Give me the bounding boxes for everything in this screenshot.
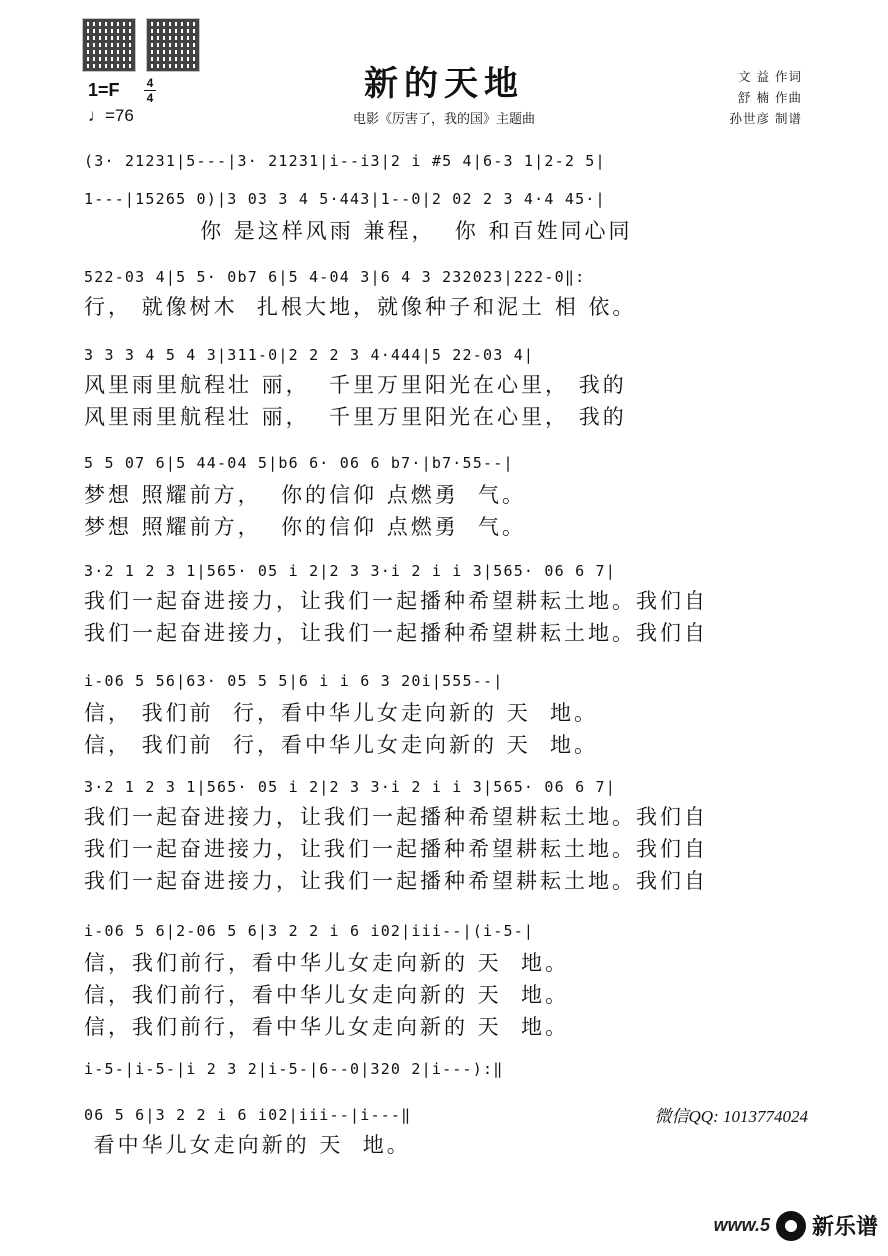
lyric-row-9-1: 信，我们前行，看中华儿女走向新的 天 地。 [84,951,570,975]
notation-row-7: i-06 5 56|63· 05 5 5|6 i i 6 3 20i|555--| [84,672,504,690]
song-title: 新的天地 [364,64,524,104]
notation-row-1: (3· 21231|5---|3· 21231|i--i3|2 i #5 4|6-3 1|2-2 5| [84,152,606,170]
lyric-row-5-2: 梦想 照耀前方， 你的信仰 点燃勇 气。 [84,515,527,539]
lyric-row-5-1: 梦想 照耀前方， 你的信仰 点燃勇 气。 [84,483,527,507]
time-signature-top: 4 [146,76,154,90]
lyric-row-4-1: 风里雨里航程壮 丽， 千里万里阳光在心里， 我的 [84,373,627,397]
contact-note: 微信QQ: 1013774024 [654,1107,808,1126]
song-subtitle: 电影《厉害了，我的国》主题曲 [352,112,535,127]
lyric-row-7-1: 信， 我们前 行，看中华儿女走向新的 天 地。 [84,701,599,725]
watermark-url: www.5 [713,1215,770,1235]
site-watermark [714,1210,878,1241]
lyric-row-8-2: 我们一起奋进接力，让我们一起播种希望耕耘土地。我们自 [84,837,708,861]
notation-row-5: 5 5 07 6|5 44-04 5|b6 6· 06 6 b7·|b7·55--| [84,454,514,472]
lyric-row-6-1: 我们一起奋进接力，让我们一起播种希望耕耘土地。我们自 [84,589,708,613]
arranger-credit: 孙世彦 制谱 [729,111,802,126]
time-signature [144,77,156,104]
lyric-row-6-2: 我们一起奋进接力，让我们一起播种希望耕耘土地。我们自 [84,621,708,645]
lyric-row-8-3: 我们一起奋进接力，让我们一起播种希望耕耘土地。我们自 [84,869,708,893]
lyric-row-9-3: 信，我们前行，看中华儿女走向新的 天 地。 [84,1015,570,1039]
notation-row-10: i-5-|i-5-|i 2 3 2|i-5-|6--0|320 2|i---):‖ [84,1060,504,1078]
composer-credit: 舒 楠 作曲 [738,90,802,105]
key-signature: 1=F [88,80,120,100]
notation-row-4: 3 3 3 4 5 4 3|311-0|2 2 2 3 4·444|5 22-03 4| [84,346,535,364]
notation-row-3: 522-03 4|5 5· 0b7 6|5 4-04 3|6 4 3 232023|222-0‖: [84,268,586,286]
notation-row-6: 3·2 1 2 3 1|565· 05 i 2|2 3 3·i 2 i i 3|565· 06 6 7| [84,562,616,580]
lyric-row-2-1: 你 是这样风雨 兼程， 你 和百姓同心同 [84,219,633,243]
notation-row-9: i-06 5 6|2-06 5 6|3 2 2 i 6 i02|iii--|(i-5-| [84,922,535,940]
notation-row-11: 06 5 6|3 2 2 i 6 i02|iii--|i---‖ [84,1106,412,1124]
lyric-row-4-2: 风里雨里航程壮 丽， 千里万里阳光在心里， 我的 [84,405,627,429]
lyricist-credit: 文 益 作词 [738,69,802,84]
time-signature-bottom: 4 [146,91,154,105]
lyric-row-7-2: 信， 我们前 行，看中华儿女走向新的 天 地。 [84,733,599,757]
record-logo-icon [776,1211,806,1241]
watermark-site-name: 新乐谱 [811,1215,878,1240]
lyric-row-11-1: 看中华儿女走向新的 天 地。 [84,1133,411,1157]
lyric-row-9-2: 信，我们前行，看中华儿女走向新的 天 地。 [84,983,570,1007]
lyric-row-8-1: 我们一起奋进接力，让我们一起播种希望耕耘土地。我们自 [84,805,708,829]
notation-row-8: 3·2 1 2 3 1|565· 05 i 2|2 3 3·i 2 i i 3|565· 06 6 7| [84,778,616,796]
tempo-marking: ♩=76 [88,106,134,125]
lyric-row-3-1: 行， 就像树木 扎根大地，就像种子和泥土 相 依。 [84,295,637,319]
notation-row-2: 1---|15265 0)|3 03 3 4 5·443|1--0|2 02 2 3 4·4 45·| [84,190,606,208]
credits [730,66,802,129]
